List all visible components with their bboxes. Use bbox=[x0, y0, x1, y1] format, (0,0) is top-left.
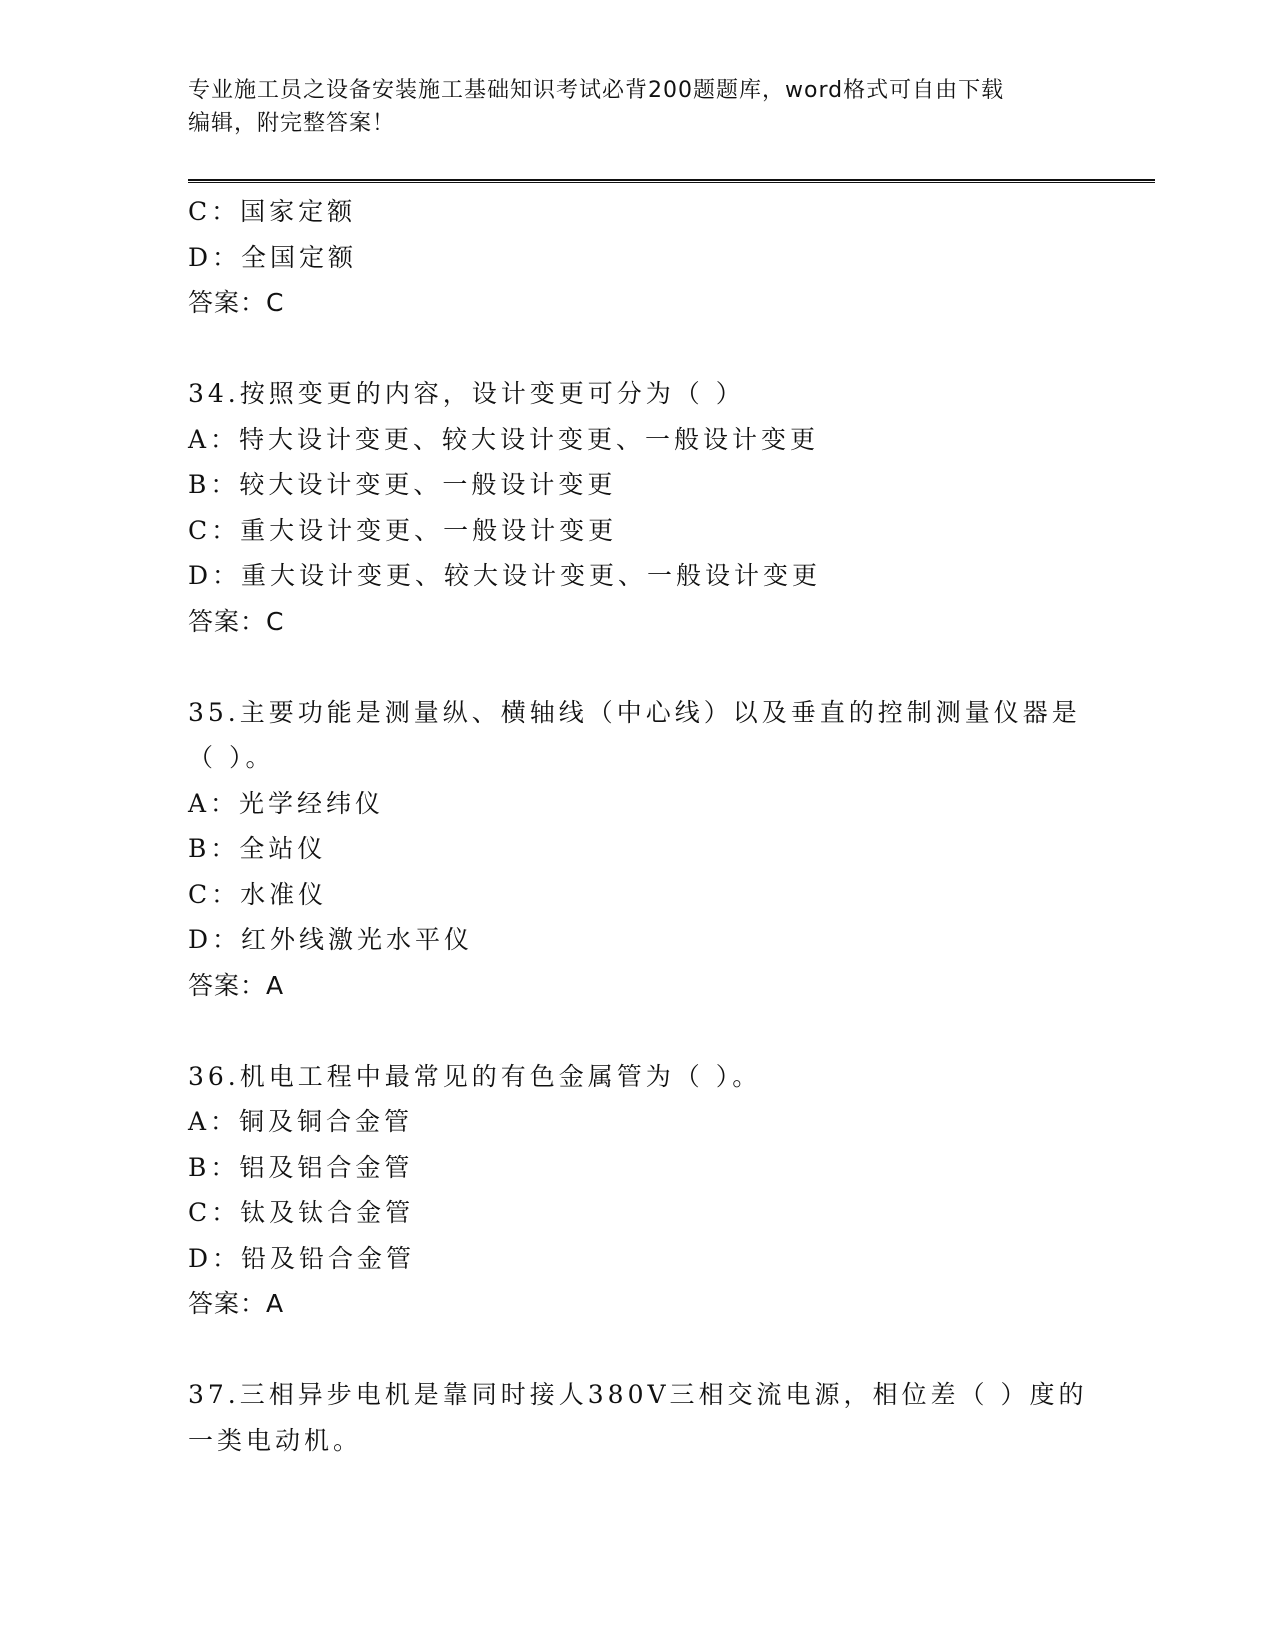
question-37 bbox=[188, 1372, 1088, 1463]
document-header bbox=[188, 74, 1088, 140]
question-stem-line-1: 37.三相异步电机是靠同时接人380V三相交流电源，相位差（ ）度的 bbox=[188, 1380, 1088, 1409]
question-36 bbox=[188, 1054, 1088, 1327]
option-a: A：铜及铜合金管 bbox=[188, 1107, 414, 1136]
question-stem-line-1: 35.主要功能是测量纵、横轴线（中心线）以及垂直的控制测量仪器是 bbox=[188, 697, 1081, 727]
option-a: A：光学经纬仪 bbox=[188, 788, 385, 818]
question-stem: 34.按照变更的内容，设计变更可分为（ ） bbox=[188, 379, 745, 408]
option-a: A：特大设计变更、较大设计变更、一般设计变更 bbox=[188, 424, 820, 454]
header-line-1: 专业施工员之设备安装施工基础知识考试必背200题题库，word格式可自由下载 bbox=[188, 78, 1005, 103]
question-stem: 36.机电工程中最常见的有色金属管为（ ）。 bbox=[188, 1061, 762, 1091]
answer: 答案：A bbox=[188, 1289, 285, 1318]
answer: 答案：A bbox=[188, 970, 285, 1000]
question-34 bbox=[188, 371, 1088, 644]
option-d: D：红外线激光水平仪 bbox=[188, 925, 474, 954]
option-b: B：铝及铝合金管 bbox=[188, 1152, 414, 1182]
option-b: B：较大设计变更、一般设计变更 bbox=[188, 470, 617, 499]
option-c: C：国家定额 bbox=[188, 197, 357, 226]
option-c: C：水准仪 bbox=[188, 879, 328, 909]
question-stem-line-2: 一类电动机。 bbox=[188, 1425, 363, 1455]
option-c: C：钛及钛合金管 bbox=[188, 1198, 415, 1227]
option-b: B：全站仪 bbox=[188, 834, 327, 863]
option-d: D：全国定额 bbox=[188, 242, 358, 272]
option-d: D：重大设计变更、较大设计变更、一般设计变更 bbox=[188, 561, 822, 590]
header-divider bbox=[188, 179, 1155, 183]
question-content bbox=[188, 189, 1088, 1463]
answer: 答案：C bbox=[188, 288, 285, 317]
question-33-tail bbox=[188, 189, 1088, 326]
answer: 答案：C bbox=[188, 606, 285, 636]
header-line-2: 编辑，附完整答案！ bbox=[188, 111, 396, 136]
option-c: C：重大设计变更、一般设计变更 bbox=[188, 515, 618, 545]
option-d: D：铅及铅合金管 bbox=[188, 1243, 416, 1273]
question-35 bbox=[188, 690, 1088, 1009]
question-stem-line-2: （ ）。 bbox=[188, 743, 275, 772]
